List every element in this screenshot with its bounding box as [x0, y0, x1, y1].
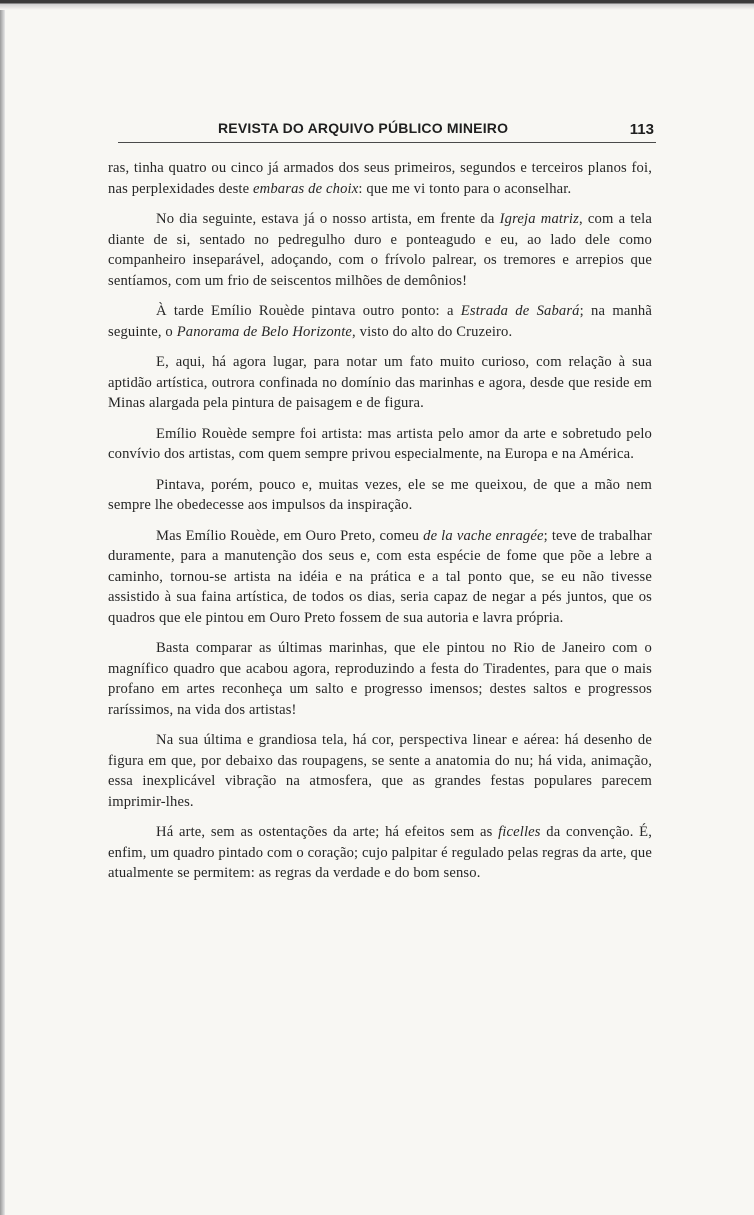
text-run: , com a tela diante de si, sentado no pedregulho duro e ponteagudo e eu, ao lado dele como companheiro inseparável, adoçando, com o frívolo palrear, os tremores e arrepios que sentíamos, com um frio de seiscentos milhões de demônios! [108, 211, 653, 289]
paragraph [108, 424, 652, 465]
header-rule [118, 142, 656, 143]
paragraph [108, 638, 652, 720]
text-run: : que me vi tonto para o aconselhar. [358, 180, 572, 197]
italic-text: Panorama de Belo Horizonte [176, 323, 353, 340]
paragraph [108, 301, 652, 342]
paragraph [108, 158, 652, 199]
italic-text: Estrada de Sabará [460, 303, 580, 319]
text-run: Emílio Rouède sempre foi artista: mas artista pelo amor da arte e sobretudo pelo convívio dos artistas, com quem sempre privou especialmente, na Europa e na América. [108, 425, 652, 462]
paragraph [108, 730, 652, 812]
text-run: ; teve de trabalhar duramente, para a manutenção dos seus e, com esta espécie de fome que põe a lebre a caminho, tornou-se artista na idéia e na prática e a tal ponto que, se eu não tivesse assistido à sua faina artística, de todos os dias, seria capaz de negar a pés juntos, que os quadros que ele pintou em Ouro Preto fossem de sua autoria e lavra própria. [108, 527, 652, 626]
paragraph [108, 352, 652, 414]
text-run: Basta comparar as últimas marinhas, que ele pintou no Rio de Janeiro com o magnífico quadro que acabou agora, reproduzindo a festa do Tiradentes, para que o mais profano em artes reconheça um salto e progresso imensos; destes saltos e progressos raríssimos, na vida dos artistas! [108, 640, 652, 718]
page-number: 113 [629, 121, 654, 138]
scan-left-edge [0, 10, 5, 1215]
italic-text: de la vache enragée [423, 527, 544, 544]
italic-text: ficelles [498, 824, 541, 840]
text-run: ; na manhã seguinte, o [108, 303, 652, 340]
italic-text: embaras de choix [253, 180, 359, 197]
text-run: À tarde Emílio Rouède pintava outro ponto: a [156, 303, 461, 319]
journal-title: REVISTA DO ARQUIVO PÚBLICO MINEIRO [218, 120, 509, 136]
text-run: No dia seguinte, estava já o nosso artista, em frente da [156, 211, 500, 227]
scan-top-border [0, 0, 754, 10]
paragraph [108, 475, 652, 516]
text-run: Pintava, porém, pouco e, muitas vezes, ele se me queixou, de que a mão nem sempre lhe obedecesse aos impulsos da inspiração. [108, 476, 652, 513]
running-header [118, 120, 656, 142]
body-text [108, 158, 652, 894]
text-run: Há arte, sem as ostentações da arte; há efeitos sem as [156, 824, 499, 840]
paragraph [108, 526, 652, 629]
paragraph [108, 822, 652, 884]
text-run: , visto do alto do Cruzeiro. [352, 323, 513, 340]
paragraph [108, 209, 652, 291]
italic-text: Igreja matriz [499, 211, 579, 227]
text-run: Na sua última e grandiosa tela, há cor, perspectiva linear e aérea: há desenho de figura em que, por debaixo das roupagens, se sente a anatomia do nu; há vida, animação, essa inexplicável vibração na atmosfera, que as grandes festas populares parecem imprimir-lhes. [108, 732, 652, 810]
text-run: da convenção. É, enfim, um quadro pintado com o coração; cujo palpitar é regulado pelas regras da arte, que atualmente se permitem: as regras da verdade e do bom senso. [108, 824, 653, 881]
text-run: ras, tinha quatro ou cinco já armados dos seus primeiros, segundos e terceiros planos foi, nas perplexidades deste [108, 160, 652, 197]
text-run: Mas Emílio Rouède, em Ouro Preto, comeu [156, 527, 424, 544]
text-run: E, aqui, há agora lugar, para notar um fato muito curioso, com relação à sua aptidão artística, outrora confinada no domínio das marinhas e agora, desde que reside em Minas alargada pela pintura de paisagem e de figura. [108, 354, 652, 411]
